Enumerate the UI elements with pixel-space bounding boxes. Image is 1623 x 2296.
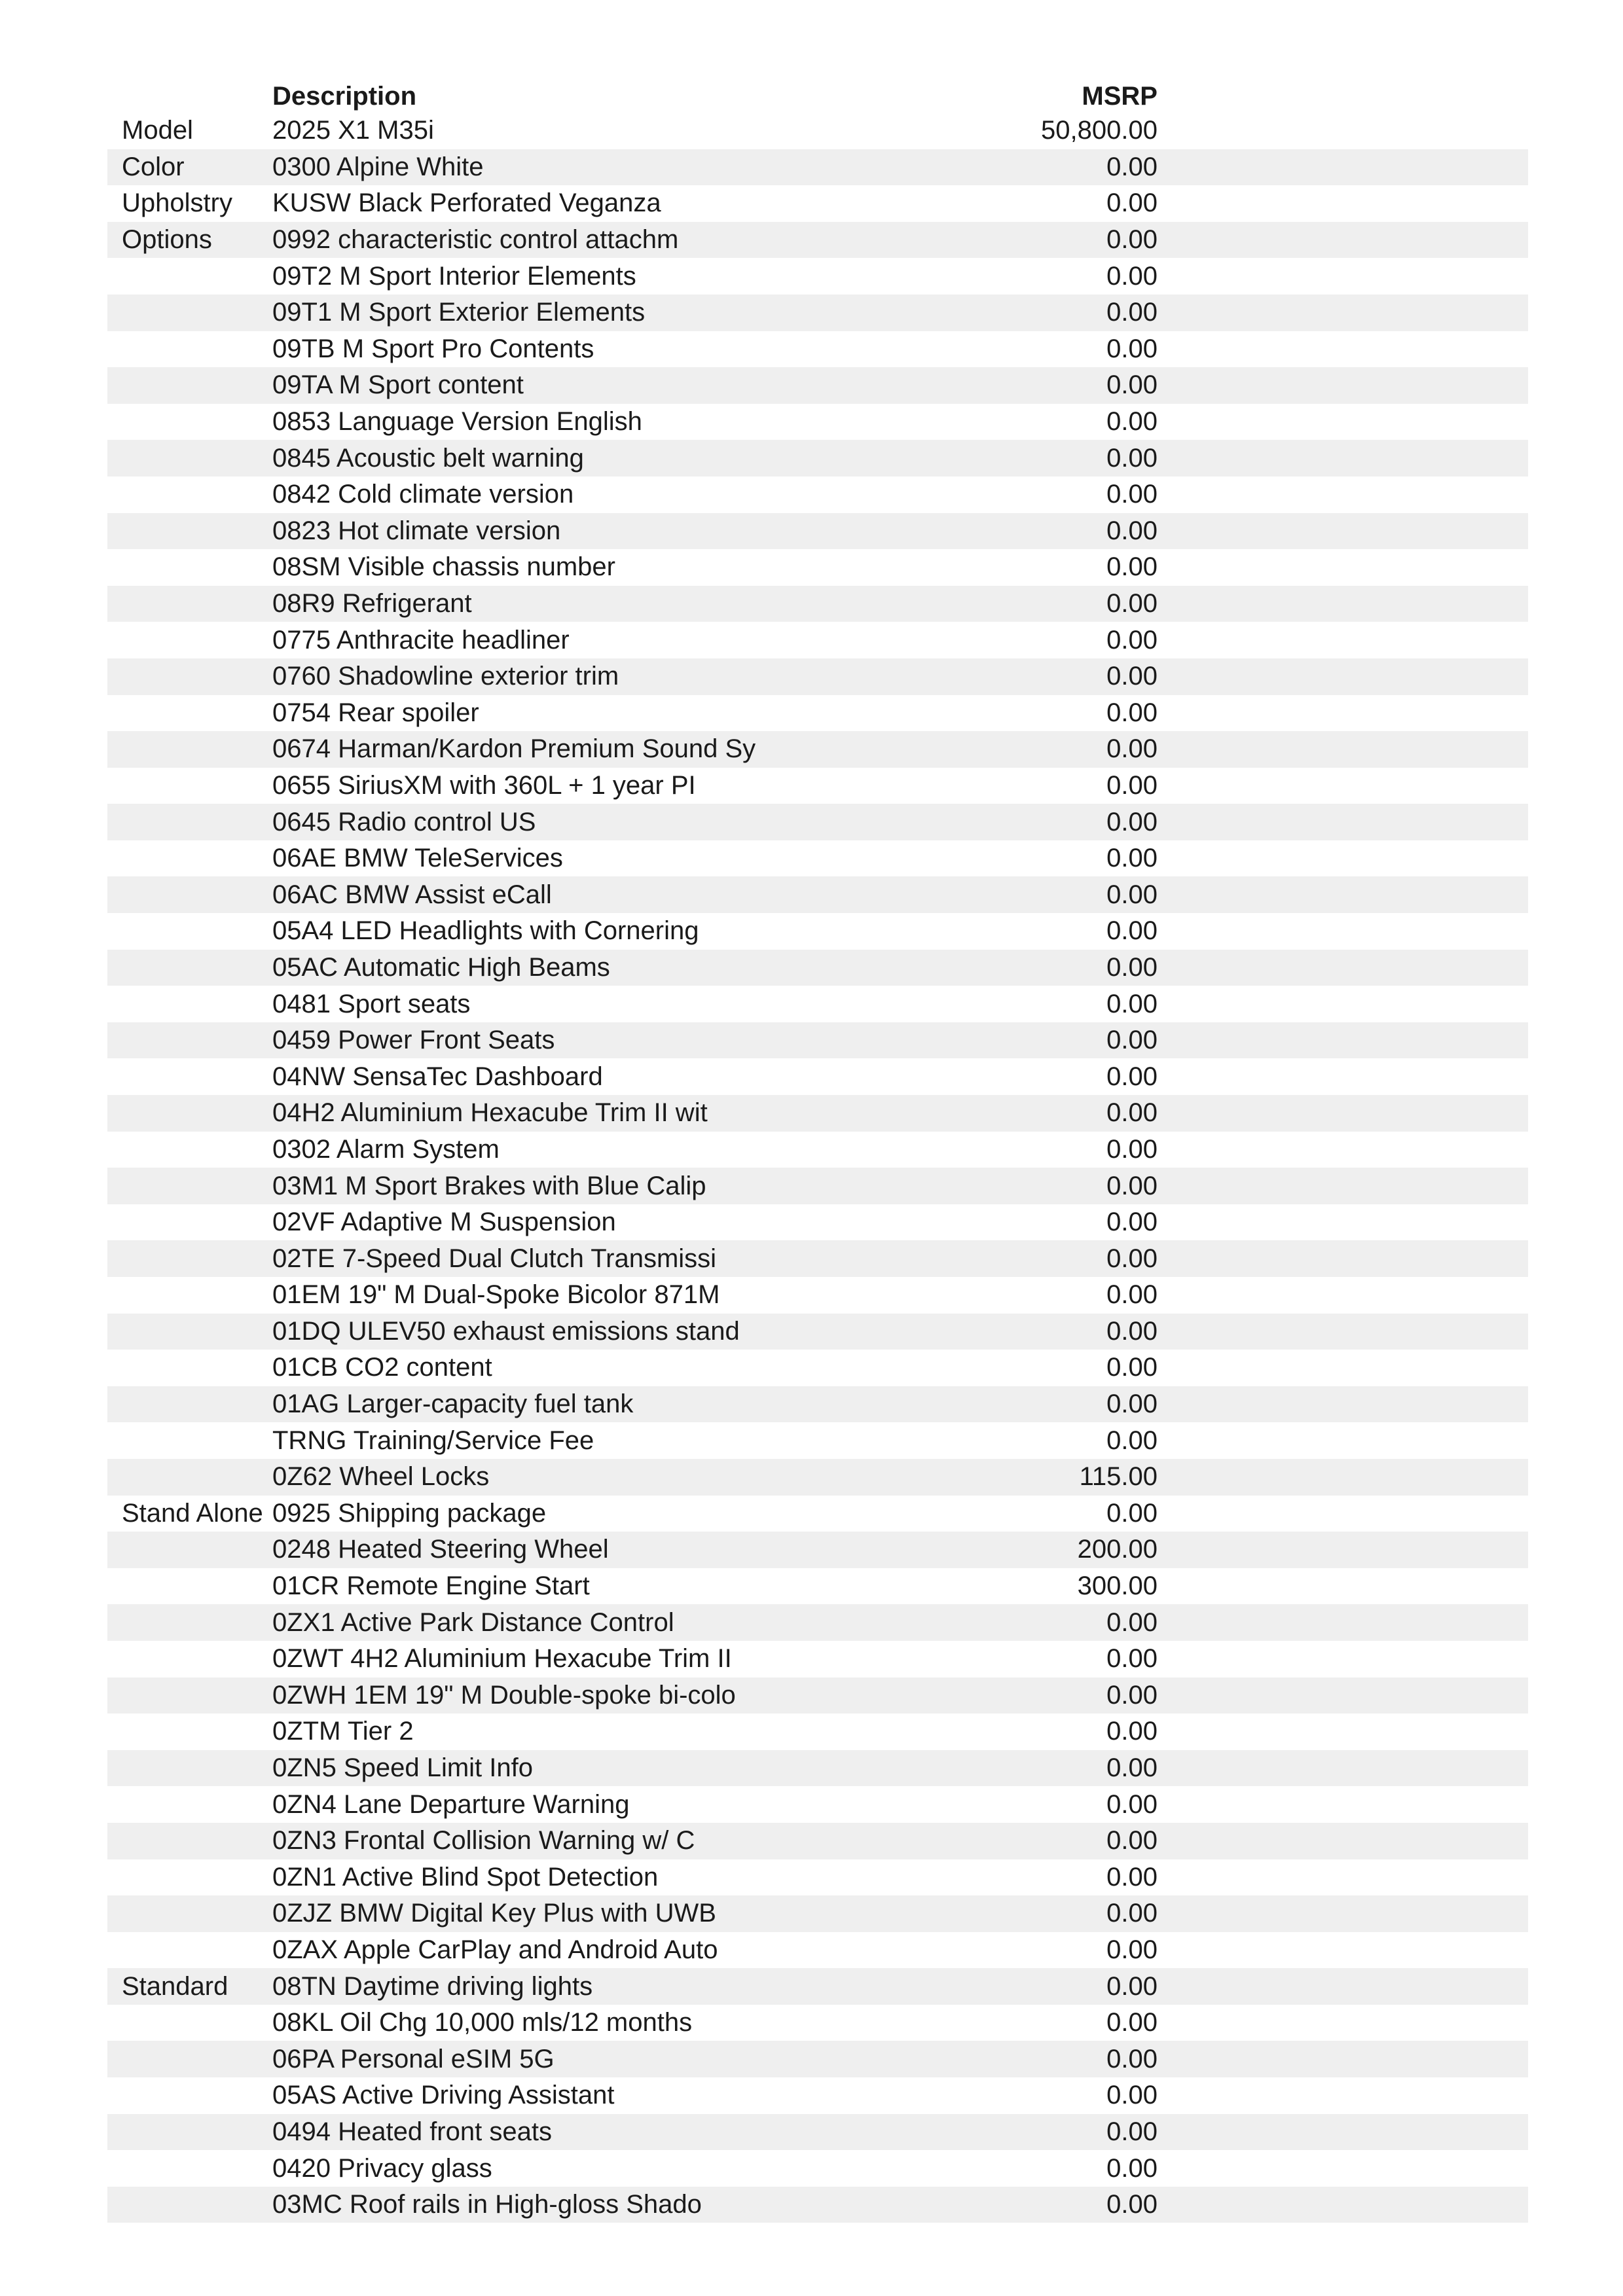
table-row — [107, 258, 1528, 295]
table-row — [107, 768, 1528, 804]
table-row — [107, 1350, 1528, 1386]
msrp-cell: 300.00 — [1077, 1571, 1158, 1601]
description-cell: 0775 Anthracite headliner — [272, 625, 570, 655]
description-cell: 01CB CO2 content — [272, 1353, 492, 1382]
description-cell: 06AC BMW Assist eCall — [272, 880, 552, 909]
table-row — [107, 695, 1528, 732]
description-cell: 05AS Active Driving Assistant — [272, 2081, 615, 2110]
description-cell: 0Z62 Wheel Locks — [272, 1462, 490, 1492]
msrp-cell: 0.00 — [1106, 2008, 1158, 2037]
msrp-table — [107, 77, 1528, 2223]
msrp-cell: 0.00 — [1106, 989, 1158, 1018]
description-cell: 0853 Language Version English — [272, 407, 642, 437]
table-row — [107, 658, 1528, 695]
category-cell: Model — [122, 116, 193, 145]
description-cell: 0ZWT 4H2 Aluminium Hexacube Trim II — [272, 1644, 732, 1674]
msrp-cell: 0.00 — [1106, 1789, 1158, 1819]
msrp-cell: 0.00 — [1106, 1498, 1158, 1528]
msrp-cell: 0.00 — [1106, 1026, 1158, 1055]
table-row — [107, 950, 1528, 986]
table-row — [107, 1240, 1528, 1277]
msrp-cell: 0.00 — [1106, 1862, 1158, 1892]
table-row — [107, 1568, 1528, 1605]
description-cell: 01AG Larger-capacity fuel tank — [272, 1390, 634, 1419]
description-cell: 03MC Roof rails in High-gloss Shado — [272, 2190, 702, 2219]
table-row — [107, 1022, 1528, 1059]
table-row — [107, 1713, 1528, 1750]
msrp-cell: 0.00 — [1106, 1644, 1158, 1674]
table-row — [107, 1786, 1528, 1823]
msrp-cell: 0.00 — [1106, 1971, 1158, 2001]
table-row — [107, 295, 1528, 331]
description-cell: 0925 Shipping package — [272, 1498, 547, 1528]
description-cell: 0459 Power Front Seats — [272, 1026, 555, 1055]
table-row — [107, 1095, 1528, 1132]
msrp-cell: 0.00 — [1106, 298, 1158, 327]
description-cell: 03M1 M Sport Brakes with Blue Calip — [272, 1171, 706, 1200]
table-row — [107, 1459, 1528, 1496]
msrp-cell: 0.00 — [1106, 1208, 1158, 1237]
description-cell: KUSW Black Perforated Veganza — [272, 188, 661, 218]
description-cell: 04NW SensaTec Dashboard — [272, 1062, 603, 1091]
table-row — [107, 2150, 1528, 2187]
msrp-cell: 115.00 — [1079, 1462, 1158, 1492]
description-cell: 06AE BMW TeleServices — [272, 844, 563, 873]
msrp-cell: 0.00 — [1106, 844, 1158, 873]
description-cell: 0ZN1 Active Blind Spot Detection — [272, 1862, 659, 1892]
msrp-cell: 0.00 — [1106, 552, 1158, 582]
table-row — [107, 2077, 1528, 2114]
table-row — [107, 1750, 1528, 1787]
msrp-cell: 0.00 — [1106, 1353, 1158, 1382]
msrp-cell: 0.00 — [1106, 1753, 1158, 1783]
table-row — [107, 2005, 1528, 2041]
msrp-cell: 0.00 — [1106, 2044, 1158, 2073]
description-cell: 0248 Heated Steering Wheel — [272, 1535, 609, 1564]
table-row — [107, 2041, 1528, 2077]
description-cell: 0645 Radio control US — [272, 807, 536, 836]
msrp-cell: 0.00 — [1106, 1899, 1158, 1928]
description-cell: 02VF Adaptive M Suspension — [272, 1208, 616, 1237]
category-cell: Upholstry — [122, 188, 232, 218]
msrp-cell: 0.00 — [1106, 480, 1158, 509]
table-row — [107, 404, 1528, 440]
msrp-cell: 0.00 — [1106, 916, 1158, 946]
table-row — [107, 913, 1528, 950]
table-row — [107, 586, 1528, 622]
category-cell: Stand Alone — [122, 1498, 263, 1528]
table-row — [107, 1968, 1528, 2005]
description-cell: 01EM 19" M Dual-Spoke Bicolor 871M — [272, 1280, 720, 1310]
msrp-cell: 0.00 — [1106, 261, 1158, 291]
table-row — [107, 1677, 1528, 1714]
description-cell: 06PA Personal eSIM 5G — [272, 2044, 555, 2073]
msrp-cell: 0.00 — [1106, 407, 1158, 437]
table-row — [107, 1496, 1528, 1532]
msrp-cell: 0.00 — [1106, 1316, 1158, 1346]
table-row — [107, 1895, 1528, 1932]
description-cell: 0992 characteristic control attachm — [272, 225, 679, 255]
description-cell: 0ZWH 1EM 19" M Double-spoke bi-colo — [272, 1680, 736, 1710]
description-cell: 0754 Rear spoiler — [272, 698, 479, 727]
msrp-cell: 0.00 — [1106, 225, 1158, 255]
description-cell: 08R9 Refrigerant — [272, 589, 472, 619]
table-row — [107, 185, 1528, 222]
table-row — [107, 731, 1528, 768]
table-body — [107, 113, 1528, 2223]
table-row — [107, 149, 1528, 186]
table-row — [107, 222, 1528, 259]
table-row — [107, 1641, 1528, 1677]
msrp-cell: 0.00 — [1106, 2153, 1158, 2183]
msrp-cell: 0.00 — [1106, 152, 1158, 181]
msrp-cell: 0.00 — [1106, 1134, 1158, 1164]
msrp-cell: 0.00 — [1106, 1826, 1158, 1856]
description-cell: TRNG Training/Service Fee — [272, 1426, 594, 1455]
table-row — [107, 476, 1528, 513]
description-cell: 09TA M Sport content — [272, 370, 524, 400]
table-row — [107, 804, 1528, 840]
table-row — [107, 1422, 1528, 1459]
table-row — [107, 622, 1528, 658]
table-row — [107, 1604, 1528, 1641]
table-row — [107, 331, 1528, 368]
description-cell: 0845 Acoustic belt warning — [272, 443, 584, 473]
msrp-cell: 0.00 — [1106, 1607, 1158, 1637]
description-header: Description — [272, 82, 417, 111]
description-cell: 2025 X1 M35i — [272, 116, 434, 145]
msrp-cell: 0.00 — [1106, 1280, 1158, 1310]
description-cell: 0481 Sport seats — [272, 989, 471, 1018]
msrp-cell: 0.00 — [1106, 625, 1158, 655]
description-cell: 0ZJZ BMW Digital Key Plus with UWB — [272, 1899, 716, 1928]
msrp-cell: 0.00 — [1106, 1098, 1158, 1128]
description-cell: 0302 Alarm System — [272, 1134, 500, 1164]
table-row — [107, 2187, 1528, 2223]
description-cell: 0674 Harman/Kardon Premium Sound Sy — [272, 734, 756, 764]
description-cell: 09TB M Sport Pro Contents — [272, 334, 594, 363]
description-cell: 0ZX1 Active Park Distance Control — [272, 1607, 674, 1637]
description-cell: 0ZN3 Frontal Collision Warning w/ C — [272, 1826, 695, 1856]
category-cell: Color — [122, 152, 185, 181]
table-row — [107, 1132, 1528, 1168]
description-cell: 01CR Remote Engine Start — [272, 1571, 590, 1601]
msrp-cell: 0.00 — [1106, 188, 1158, 218]
description-cell: 04H2 Aluminium Hexacube Trim II wit — [272, 1098, 708, 1128]
description-cell: 02TE 7-Speed Dual Clutch Transmissi — [272, 1244, 717, 1273]
table-row — [107, 440, 1528, 476]
msrp-cell: 0.00 — [1106, 589, 1158, 619]
msrp-cell: 0.00 — [1106, 2117, 1158, 2146]
description-cell: 0494 Heated front seats — [272, 2117, 552, 2146]
msrp-cell: 0.00 — [1106, 1680, 1158, 1710]
description-cell: 0ZN4 Lane Departure Warning — [272, 1789, 630, 1819]
table-row — [107, 1277, 1528, 1314]
table-row — [107, 1314, 1528, 1350]
msrp-header: MSRP — [1082, 82, 1158, 111]
table-row — [107, 1204, 1528, 1241]
description-cell: 01DQ ULEV50 exhaust emissions stand — [272, 1316, 740, 1346]
msrp-cell: 0.00 — [1106, 662, 1158, 691]
msrp-cell: 0.00 — [1106, 1390, 1158, 1419]
description-cell: 08SM Visible chassis number — [272, 552, 615, 582]
table-row — [107, 1058, 1528, 1095]
msrp-cell: 0.00 — [1106, 1717, 1158, 1746]
table-row — [107, 113, 1528, 149]
description-cell: 0ZTM Tier 2 — [272, 1717, 414, 1746]
msrp-cell: 0.00 — [1106, 770, 1158, 800]
table-row — [107, 2114, 1528, 2151]
table-row — [107, 1168, 1528, 1204]
msrp-cell: 200.00 — [1077, 1535, 1158, 1564]
msrp-cell: 0.00 — [1106, 1426, 1158, 1455]
category-header — [107, 111, 272, 113]
table-row — [107, 1823, 1528, 1859]
msrp-cell: 0.00 — [1106, 443, 1158, 473]
table-row — [107, 1386, 1528, 1423]
description-cell: 0655 SiriusXM with 360L + 1 year PI — [272, 770, 696, 800]
msrp-cell: 0.00 — [1106, 1935, 1158, 1964]
table-row — [107, 840, 1528, 877]
msrp-cell: 50,800.00 — [1041, 116, 1158, 145]
msrp-cell: 0.00 — [1106, 734, 1158, 764]
description-cell: 0ZN5 Speed Limit Info — [272, 1753, 533, 1783]
description-cell: 05A4 LED Headlights with Cornering — [272, 916, 699, 946]
table-header — [107, 77, 1528, 113]
description-cell: 0420 Privacy glass — [272, 2153, 492, 2183]
table-row — [107, 1859, 1528, 1896]
table-row — [107, 549, 1528, 586]
msrp-cell: 0.00 — [1106, 952, 1158, 982]
description-cell: 08TN Daytime driving lights — [272, 1971, 593, 2001]
description-cell: 0842 Cold climate version — [272, 480, 574, 509]
table-row — [107, 1532, 1528, 1568]
msrp-cell: 0.00 — [1106, 2081, 1158, 2110]
table-row — [107, 986, 1528, 1022]
description-cell: 0823 Hot climate version — [272, 516, 561, 545]
table-row — [107, 876, 1528, 913]
msrp-cell: 0.00 — [1106, 334, 1158, 363]
msrp-cell: 0.00 — [1106, 370, 1158, 400]
description-cell: 0ZAX Apple CarPlay and Android Auto — [272, 1935, 718, 1964]
table-row — [107, 513, 1528, 550]
msrp-cell: 0.00 — [1106, 698, 1158, 727]
category-cell: Options — [122, 225, 212, 255]
msrp-cell: 0.00 — [1106, 1062, 1158, 1091]
msrp-cell: 0.00 — [1106, 2190, 1158, 2219]
category-cell: Standard — [122, 1971, 228, 2001]
description-cell: 08KL Oil Chg 10,000 mls/12 months — [272, 2008, 693, 2037]
msrp-cell: 0.00 — [1106, 516, 1158, 545]
description-cell: 0300 Alpine White — [272, 152, 484, 181]
description-cell: 09T2 M Sport Interior Elements — [272, 261, 636, 291]
msrp-cell: 0.00 — [1106, 880, 1158, 909]
msrp-cell: 0.00 — [1106, 1244, 1158, 1273]
description-cell: 0760 Shadowline exterior trim — [272, 662, 619, 691]
table-row — [107, 367, 1528, 404]
table-row — [107, 1932, 1528, 1969]
msrp-cell: 0.00 — [1106, 1171, 1158, 1200]
description-cell: 05AC Automatic High Beams — [272, 952, 610, 982]
msrp-cell: 0.00 — [1106, 807, 1158, 836]
description-cell: 09T1 M Sport Exterior Elements — [272, 298, 646, 327]
